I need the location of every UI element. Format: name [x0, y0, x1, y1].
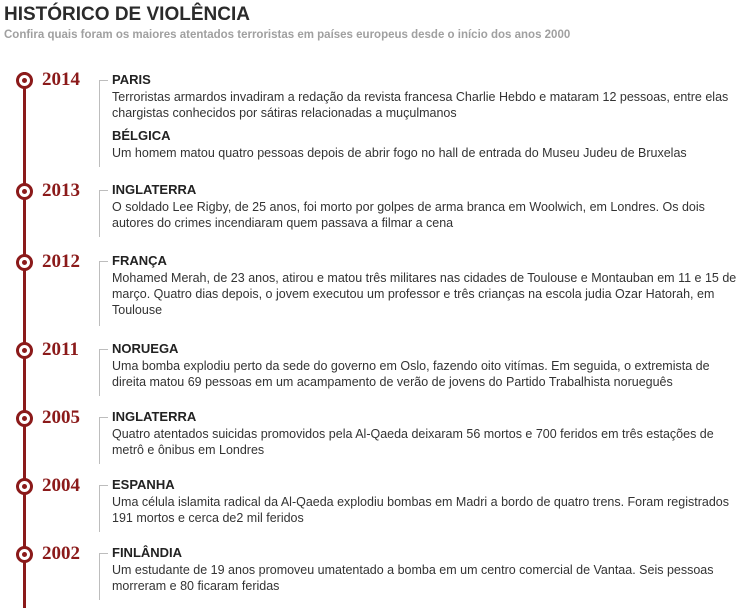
event-country: PARIS [112, 72, 151, 87]
event-bracket [99, 261, 108, 326]
event-bracket [99, 190, 108, 237]
timeline-marker [16, 410, 33, 427]
event-bracket [99, 417, 108, 464]
event-bracket [99, 485, 108, 532]
event-country: FINLÂNDIA [112, 545, 183, 560]
event-country: BÉLGICA [112, 128, 171, 143]
event-description: O soldado Lee Rigby, de 25 anos, foi morto por golpes de arma branca em Woolwich, em Londres. Os dois autores do crimes incendiaram quem passava a filmar a cena [112, 200, 705, 230]
event-description: Mohamed Merah, de 23 anos, atirou e matou três militares nas cidades de Toulouse e Montauban em 11 e 15 de março. Quatro dias depois, o jovem executou um professor e três crianças na escola judia Ozar Hatorah, em Toulouse [112, 271, 737, 317]
timeline-marker [16, 254, 33, 271]
timeline-year: 2004 [42, 475, 80, 496]
event-bracket [99, 80, 108, 167]
event-country: INGLATERRA [112, 182, 197, 197]
event-country: FRANÇA [112, 253, 167, 268]
timeline-year: 2014 [42, 69, 80, 90]
event-country: INGLATERRA [112, 409, 197, 424]
event-description: Terroristas armardos invadiram a redação da revista francesa Charlie Hebdo e mataram 12 pessoas, entre elas chargistas conhecidos por sátiras relacionadas a muçulmanos [112, 90, 729, 120]
timeline-marker [16, 72, 33, 89]
event-entry [112, 252, 742, 318]
page-title: HISTÓRICO DE VIOLÊNCIA [4, 4, 250, 25]
timeline-marker [16, 546, 33, 563]
event-entry [112, 408, 742, 458]
event-entry [112, 181, 742, 231]
event-bracket [99, 349, 108, 396]
event-entry [112, 476, 742, 526]
page-subtitle: Confira quais foram os maiores atentados terroristas em países europeus desde o início dos anos 2000 [4, 29, 571, 41]
timeline-year: 2011 [42, 339, 79, 360]
event-bracket [99, 553, 108, 600]
timeline-marker [16, 342, 33, 359]
event-entry [112, 127, 742, 161]
event-country: ESPANHA [112, 477, 175, 492]
timeline-year: 2013 [42, 180, 80, 201]
timeline-marker [16, 183, 33, 200]
event-description: Quatro atentados suicidas promovidos pela Al-Qaeda deixaram 56 mortos e 700 feridos em três estações de metrô e ônibus em Londres [112, 427, 714, 457]
event-entry [112, 544, 742, 594]
event-description: Um homem matou quatro pessoas depois de abrir fogo no hall de entrada do Museu Judeu de Bruxelas [112, 146, 687, 160]
timeline-line [23, 72, 26, 608]
timeline-marker [16, 478, 33, 495]
timeline-year: 2002 [42, 543, 80, 564]
event-description: Um estudante de 19 anos promoveu umatentado a bomba em um centro comercial de Vantaa. Seis pessoas morreram e 80 ficaram feridas [112, 563, 714, 593]
event-entry [112, 340, 742, 390]
event-description: Uma célula islamita radical da Al-Qaeda explodiu bombas em Madri a bordo de quatro trens. Foram registrados 191 mortos e cerca de2 mil feridos [112, 495, 729, 525]
timeline-year: 2005 [42, 407, 80, 428]
event-description: Uma bomba explodiu perto da sede do governo em Oslo, fazendo oito vitímas. Em seguida, o extremista de direita matou 69 pessoas em um acampamento de verão de jovens do Partido Trabalhista norueguês [112, 359, 710, 389]
event-country: NORUEGA [112, 341, 179, 356]
timeline-year: 2012 [42, 251, 80, 272]
event-entry [112, 71, 742, 121]
